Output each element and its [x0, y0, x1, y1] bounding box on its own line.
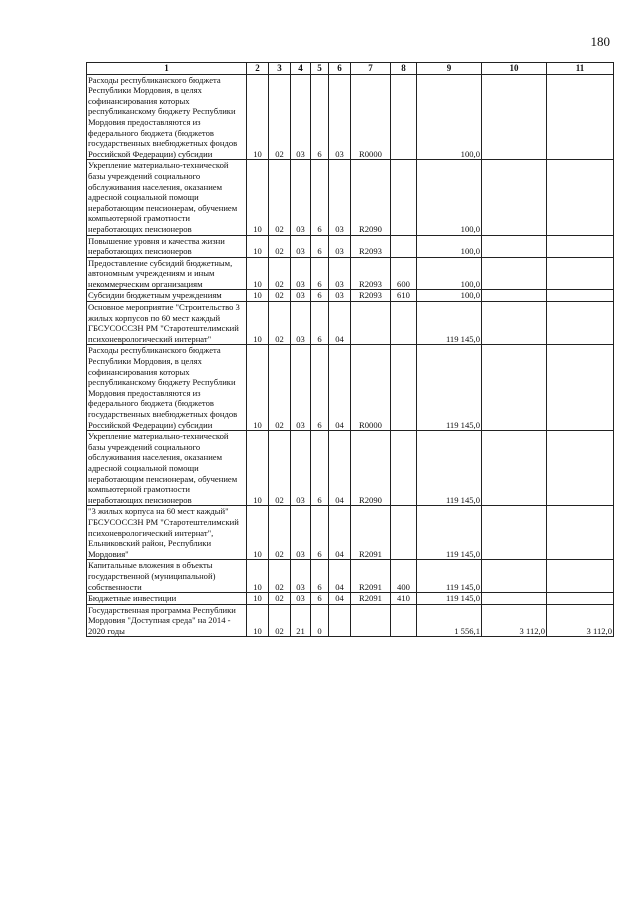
cell-col-11	[547, 160, 614, 235]
cell-col-4: 03	[291, 560, 311, 593]
table-row	[87, 74, 614, 160]
cell-col-4: 03	[291, 593, 311, 605]
row-name-cell: Расходы республиканского бюджета Республики Мордовия, в целях софинансирования которых республиканскому бюджету Республики Мордовия предоставляются из федерального бюджета (бюджетов государственных внебюджетных фондов Российской Федерации) субсидии	[87, 345, 247, 431]
table-row	[87, 257, 614, 290]
cell-col-9: 119 145,0	[417, 431, 482, 506]
cell-col-3: 02	[269, 560, 291, 593]
cell-col-5: 6	[311, 257, 329, 290]
cell-col-7: R2091	[351, 560, 391, 593]
cell-col-2: 10	[247, 593, 269, 605]
cell-col-9: 119 145,0	[417, 506, 482, 560]
cell-col-2: 10	[247, 431, 269, 506]
cell-col-9: 1 556,1	[417, 604, 482, 637]
cell-col-4: 03	[291, 290, 311, 302]
cell-col-9: 100,0	[417, 290, 482, 302]
cell-col-8: 600	[391, 257, 417, 290]
row-name-cell: "3 жилых корпуса на 60 мест каждый" ГБСУСОССЗН РМ "Старотештелимский психоневрологический интернат", Ельниковский район, Республики Мордовия"	[87, 506, 247, 560]
cell-col-6: 04	[329, 345, 351, 431]
cell-col-8: 400	[391, 560, 417, 593]
cell-col-5: 6	[311, 74, 329, 160]
table-row	[87, 290, 614, 302]
cell-col-8	[391, 431, 417, 506]
cell-col-10	[482, 290, 547, 302]
cell-col-4: 03	[291, 74, 311, 160]
cell-col-10	[482, 345, 547, 431]
cell-col-7	[351, 604, 391, 637]
cell-col-11	[547, 74, 614, 160]
cell-col-9: 100,0	[417, 160, 482, 235]
cell-col-8	[391, 604, 417, 637]
table-row	[87, 431, 614, 506]
column-header-4: 4	[291, 63, 311, 75]
cell-col-10	[482, 235, 547, 257]
cell-col-6: 03	[329, 74, 351, 160]
cell-col-7: R2091	[351, 506, 391, 560]
table-row	[87, 345, 614, 431]
table-row	[87, 506, 614, 560]
cell-col-4: 03	[291, 302, 311, 345]
table-row	[87, 160, 614, 235]
row-name-cell: Государственная программа Республики Мордовия "Доступная среда" на 2014 - 2020 годы	[87, 604, 247, 637]
cell-col-2: 10	[247, 506, 269, 560]
cell-col-6: 04	[329, 506, 351, 560]
cell-col-2: 10	[247, 604, 269, 637]
cell-col-9: 100,0	[417, 257, 482, 290]
row-name-cell: Расходы республиканского бюджета Республики Мордовия, в целях софинансирования которых республиканскому бюджету Республики Мордовия предоставляются из федерального бюджета (бюджетов государственных внебюджетных фондов Российской Федерации) субсидии	[87, 74, 247, 160]
cell-col-9: 100,0	[417, 74, 482, 160]
cell-col-5: 6	[311, 160, 329, 235]
header-row	[87, 63, 614, 75]
column-header-7: 7	[351, 63, 391, 75]
cell-col-5: 6	[311, 345, 329, 431]
cell-col-5: 6	[311, 290, 329, 302]
row-name-cell: Капитальные вложения в объекты государственной (муниципальной) собственности	[87, 560, 247, 593]
cell-col-9: 119 145,0	[417, 560, 482, 593]
cell-col-8	[391, 74, 417, 160]
cell-col-3: 02	[269, 604, 291, 637]
cell-col-9: 119 145,0	[417, 345, 482, 431]
cell-col-6: 03	[329, 257, 351, 290]
cell-col-11	[547, 431, 614, 506]
row-name-cell: Бюджетные инвестиции	[87, 593, 247, 605]
row-name-cell: Укрепление материально-технической базы учреждений социального обслуживания населения, оказанием адресной социальной помощи неработающим пенсионерам, обучением компьютерной грамотности неработающих пенсионеров	[87, 160, 247, 235]
cell-col-4: 03	[291, 345, 311, 431]
cell-col-9: 119 145,0	[417, 302, 482, 345]
cell-col-2: 10	[247, 160, 269, 235]
cell-col-5: 6	[311, 431, 329, 506]
cell-col-4: 03	[291, 160, 311, 235]
column-header-8: 8	[391, 63, 417, 75]
cell-col-10	[482, 560, 547, 593]
cell-col-4: 03	[291, 235, 311, 257]
cell-col-6: 03	[329, 290, 351, 302]
cell-col-5: 6	[311, 560, 329, 593]
cell-col-3: 02	[269, 506, 291, 560]
cell-col-6: 04	[329, 302, 351, 345]
table-row	[87, 604, 614, 637]
cell-col-10	[482, 160, 547, 235]
table-row	[87, 235, 614, 257]
cell-col-7: R2093	[351, 257, 391, 290]
cell-col-8	[391, 506, 417, 560]
cell-col-11	[547, 345, 614, 431]
cell-col-5: 6	[311, 302, 329, 345]
cell-col-5: 6	[311, 506, 329, 560]
cell-col-4: 03	[291, 431, 311, 506]
column-header-11: 11	[547, 63, 614, 75]
cell-col-2: 10	[247, 345, 269, 431]
cell-col-7: R0000	[351, 345, 391, 431]
cell-col-3: 02	[269, 302, 291, 345]
cell-col-11: 3 112,0	[547, 604, 614, 637]
cell-col-10: 3 112,0	[482, 604, 547, 637]
page-number: 180	[590, 34, 610, 49]
cell-col-2: 10	[247, 257, 269, 290]
cell-col-2: 10	[247, 560, 269, 593]
cell-col-6: 04	[329, 431, 351, 506]
cell-col-11	[547, 506, 614, 560]
cell-col-3: 02	[269, 160, 291, 235]
cell-col-11	[547, 593, 614, 605]
cell-col-2: 10	[247, 302, 269, 345]
cell-col-4: 03	[291, 506, 311, 560]
column-header-10: 10	[482, 63, 547, 75]
cell-col-7: R2093	[351, 290, 391, 302]
cell-col-6: 04	[329, 560, 351, 593]
budget-table	[86, 62, 614, 637]
cell-col-7: R2090	[351, 431, 391, 506]
cell-col-4: 21	[291, 604, 311, 637]
cell-col-7: R2091	[351, 593, 391, 605]
cell-col-3: 02	[269, 345, 291, 431]
row-name-cell: Основное мероприятие "Строительство 3 жилых корпусов по 60 мест каждый ГБСУСОССЗН РМ "Старотештелимский психоневрологический интернат"	[87, 302, 247, 345]
cell-col-10	[482, 302, 547, 345]
cell-col-5: 6	[311, 593, 329, 605]
cell-col-9: 100,0	[417, 235, 482, 257]
column-header-2: 2	[247, 63, 269, 75]
cell-col-3: 02	[269, 431, 291, 506]
cell-col-9: 119 145,0	[417, 593, 482, 605]
cell-col-6: 04	[329, 593, 351, 605]
cell-col-2: 10	[247, 235, 269, 257]
table-row	[87, 560, 614, 593]
cell-col-3: 02	[269, 257, 291, 290]
cell-col-7: R0000	[351, 74, 391, 160]
cell-col-7: R2090	[351, 160, 391, 235]
cell-col-4: 03	[291, 257, 311, 290]
row-name-cell: Укрепление материально-технической базы учреждений социального обслуживания населения, оказанием адресной социальной помощи неработающим пенсионерам, обучением компьютерной грамотности неработающих пенсионеров	[87, 431, 247, 506]
cell-col-11	[547, 560, 614, 593]
row-name-cell: Субсидии бюджетным учреждениям	[87, 290, 247, 302]
table-row	[87, 302, 614, 345]
cell-col-5: 6	[311, 235, 329, 257]
cell-col-11	[547, 257, 614, 290]
cell-col-10	[482, 431, 547, 506]
cell-col-3: 02	[269, 74, 291, 160]
column-header-9: 9	[417, 63, 482, 75]
cell-col-10	[482, 74, 547, 160]
cell-col-10	[482, 506, 547, 560]
cell-col-8	[391, 345, 417, 431]
cell-col-8	[391, 235, 417, 257]
cell-col-3: 02	[269, 235, 291, 257]
column-header-3: 3	[269, 63, 291, 75]
column-header-1: 1	[87, 63, 247, 75]
cell-col-3: 02	[269, 593, 291, 605]
row-name-cell: Предоставление субсидий бюджетным, автономным учреждениям и иным некоммерческим организациям	[87, 257, 247, 290]
cell-col-10	[482, 593, 547, 605]
cell-col-2: 10	[247, 74, 269, 160]
cell-col-11	[547, 290, 614, 302]
cell-col-7: R2093	[351, 235, 391, 257]
column-header-6: 6	[329, 63, 351, 75]
cell-col-11	[547, 235, 614, 257]
table-row	[87, 593, 614, 605]
column-header-5: 5	[311, 63, 329, 75]
cell-col-8	[391, 160, 417, 235]
cell-col-5: 0	[311, 604, 329, 637]
cell-col-7	[351, 302, 391, 345]
cell-col-8: 610	[391, 290, 417, 302]
cell-col-6: 03	[329, 160, 351, 235]
cell-col-8: 410	[391, 593, 417, 605]
cell-col-11	[547, 302, 614, 345]
cell-col-8	[391, 302, 417, 345]
cell-col-10	[482, 257, 547, 290]
cell-col-3: 02	[269, 290, 291, 302]
row-name-cell: Повышение уровня и качества жизни неработающих пенсионеров	[87, 235, 247, 257]
cell-col-2: 10	[247, 290, 269, 302]
cell-col-6: 03	[329, 235, 351, 257]
cell-col-6	[329, 604, 351, 637]
